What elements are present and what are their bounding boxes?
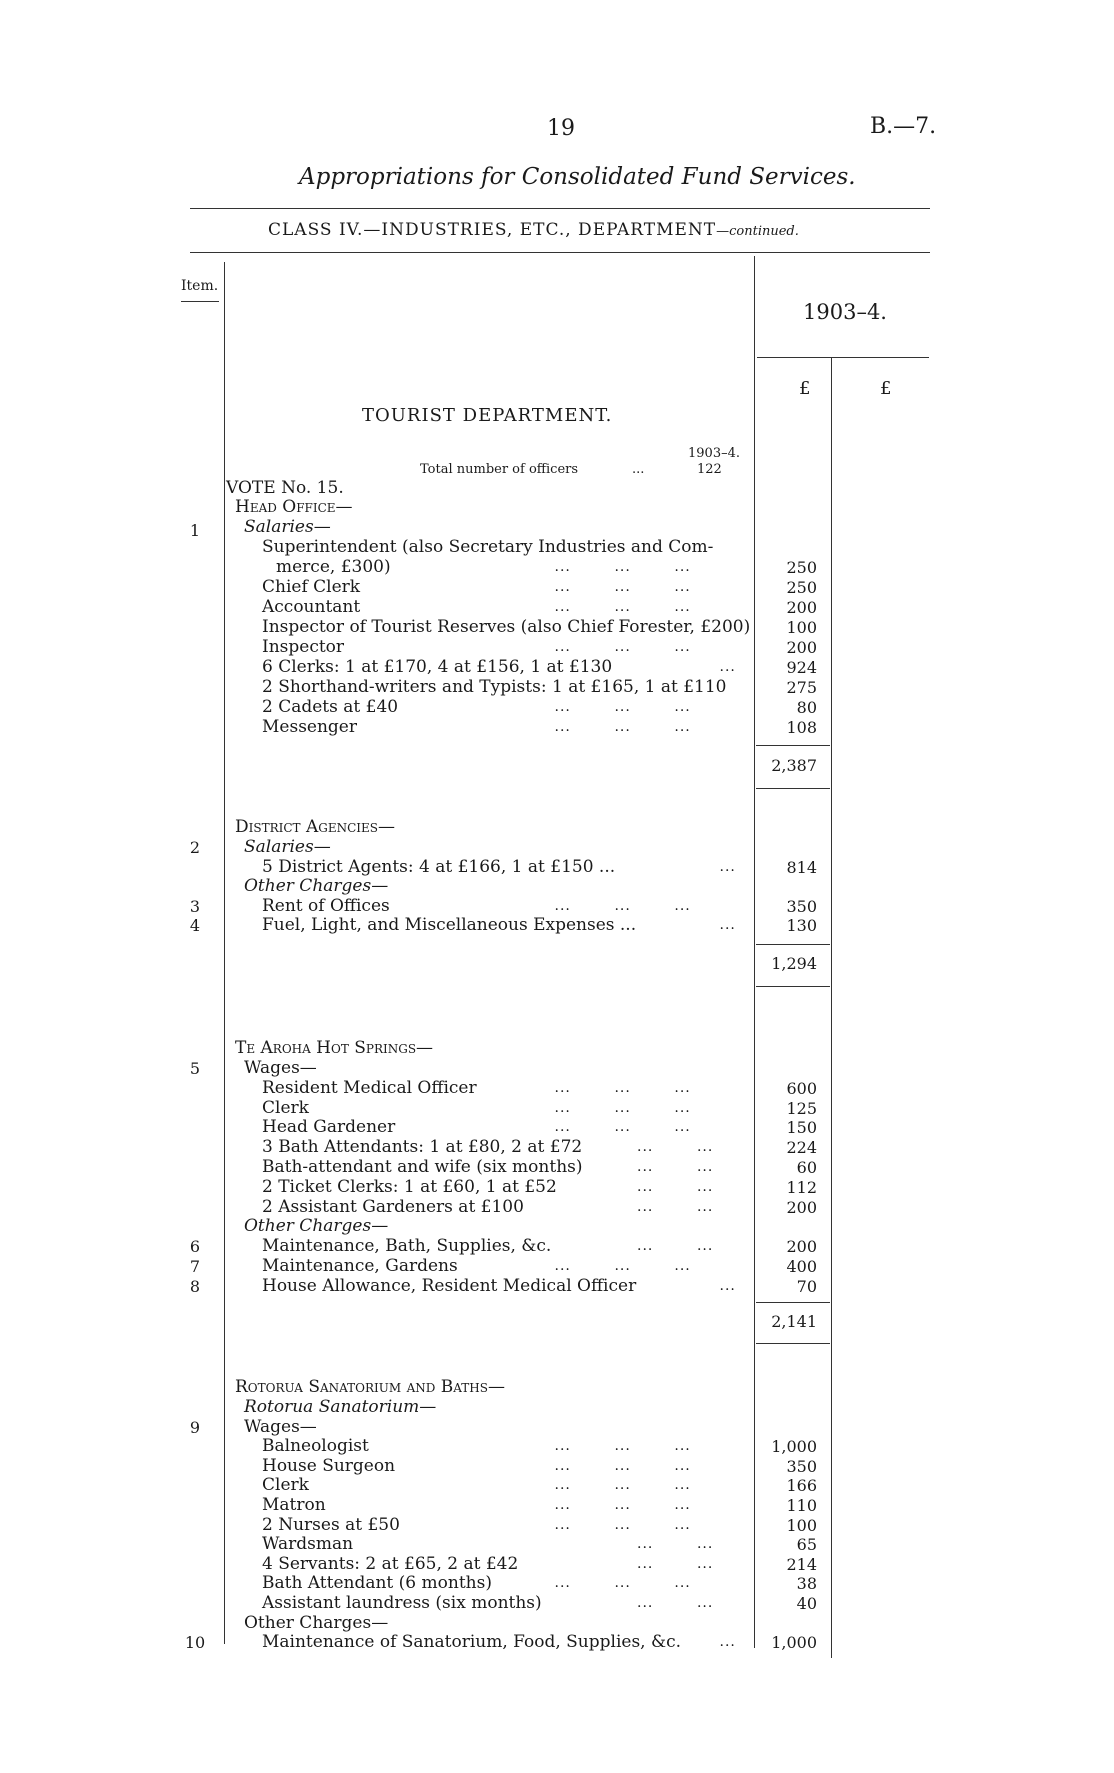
line-label: Inspector of Tourist Reserves (also Chief Forester, £200): [262, 617, 751, 637]
officers-dots: ...: [632, 462, 645, 477]
leader-dots: ... ...: [637, 1178, 714, 1195]
head-office-heading: Head Office—: [235, 497, 353, 517]
leader-dots: ...: [719, 917, 736, 933]
leader-dots: ... ... ...: [554, 579, 691, 595]
line-amount: 100: [786, 1515, 817, 1535]
leader-dots: ... ... ...: [554, 699, 691, 715]
vote-number: VOTE No. 15.: [226, 478, 344, 498]
leader-dots: ... ...: [637, 1139, 714, 1156]
leader-dots: ... ... ...: [554, 1438, 691, 1455]
line-amount: 814: [786, 857, 817, 877]
line-amount: 150: [786, 1118, 817, 1138]
head-office-total: 2,387: [771, 756, 817, 775]
title-rule: [190, 208, 930, 209]
line-label: Fuel, Light, and Miscellaneous Expenses ...: [262, 915, 637, 935]
leader-dots: ... ... ...: [554, 1258, 691, 1274]
leader-dots: ... ... ...: [554, 559, 691, 575]
leader-dots: ... ...: [637, 1238, 714, 1255]
line-amount: 600: [786, 1078, 817, 1098]
line-label: 5 District Agents: 4 at £166, 1 at £150 ...: [262, 856, 616, 877]
line-label: Superintendent (also Secretary Industries and Com-: [262, 537, 714, 557]
leader-dots: ... ... ...: [554, 1575, 691, 1592]
line-amount: 130: [786, 916, 817, 935]
line-label: merce, £300): [276, 557, 391, 577]
line-amount: 350: [786, 896, 817, 916]
line-label: 2 Cadets at £40: [262, 697, 399, 717]
line-amount: 224: [786, 1138, 817, 1158]
te-aroha-heading: Te Aroha Hot Springs—: [235, 1038, 434, 1058]
line-label: 3 Bath Attendants: 1 at £80, 2 at £72: [262, 1137, 583, 1158]
rotorua-heading: Rotorua Sanatorium and Baths—: [235, 1377, 505, 1397]
line-label: Clerk: [262, 1475, 309, 1496]
page-title: Appropriations for Consolidated Fund Services.: [299, 164, 856, 190]
leader-dots: ... ... ...: [554, 719, 691, 735]
class-rule: [190, 252, 930, 253]
line-amount: 1,000: [771, 1437, 817, 1457]
item-number: 10: [184, 1633, 206, 1653]
line-label: Rotorua Sanatorium—: [244, 1397, 437, 1417]
line-label: Rent of Offices: [262, 895, 390, 916]
line-amount: 924: [786, 658, 817, 677]
leader-dots: ... ...: [637, 1536, 714, 1553]
item-number: 3: [189, 896, 201, 916]
subtotal-rule: [756, 986, 830, 987]
district-agencies-total: 1,294: [771, 954, 817, 973]
class-heading-suffix: —continued.: [716, 224, 799, 239]
line-amount: 400: [786, 1257, 817, 1276]
item-number: 2: [189, 838, 201, 857]
line-amount: 40: [796, 1594, 817, 1613]
item-column-label: Item.: [181, 278, 219, 294]
line-label: Balneologist: [262, 1436, 369, 1457]
leader-dots: ... ... ...: [554, 1119, 691, 1136]
class-heading-text: CLASS IV.—INDUSTRIES, ETC., DEPARTMENT: [268, 220, 717, 240]
item-label-rule: [181, 301, 219, 302]
line-label: Wages—: [244, 1058, 317, 1078]
leader-dots: ... ... ...: [554, 599, 691, 615]
line-amount: 200: [786, 598, 817, 617]
item-number: 9: [189, 1417, 201, 1437]
leader-dots: ...: [719, 858, 736, 875]
line-amount: 1,000: [771, 1633, 817, 1653]
line-label: House Surgeon: [262, 1455, 396, 1476]
line-label: Resident Medical Officer: [262, 1077, 477, 1098]
line-label: Other Charges—: [244, 876, 389, 896]
district-agencies-heading: District Agencies—: [235, 817, 395, 837]
year-rule: [757, 357, 929, 358]
line-amount: 250: [786, 578, 817, 597]
line-label: Maintenance, Gardens: [262, 1256, 458, 1276]
line-amount: 108: [786, 718, 817, 737]
line-label: 2 Shorthand-writers and Typists: 1 at £165, 1 at £110: [262, 677, 727, 697]
item-column-divider: [224, 262, 225, 1644]
line-amount: 250: [786, 558, 817, 577]
officers-count: 122: [697, 462, 722, 477]
line-label: Wages—: [244, 1416, 317, 1437]
line-label: Bath Attendant (6 months): [262, 1573, 492, 1594]
leader-dots: ... ... ...: [554, 639, 691, 655]
line-amount: 214: [786, 1554, 817, 1574]
pound-heading-2: £: [880, 378, 892, 399]
line-label: 2 Nurses at £50: [262, 1514, 400, 1535]
officers-label: Total number of officers: [420, 462, 579, 477]
leader-dots: ... ...: [637, 1159, 714, 1175]
leader-dots: ... ...: [637, 1595, 714, 1611]
line-amount: 200: [786, 1197, 817, 1217]
line-label: Head Gardener: [262, 1117, 396, 1138]
department-title: TOURIST DEPARTMENT.: [362, 405, 613, 426]
line-label: Messenger: [262, 717, 357, 737]
line-amount: 200: [786, 638, 817, 657]
line-amount: 100: [786, 618, 817, 637]
item-number: 7: [189, 1257, 201, 1276]
leader-dots: ... ... ...: [554, 1516, 691, 1533]
leader-dots: ... ...: [637, 1555, 714, 1572]
subtotal-rule: [756, 788, 830, 789]
line-label: 2 Ticket Clerks: 1 at £60, 1 at £52: [262, 1176, 557, 1197]
line-label: Matron: [262, 1495, 326, 1515]
page-number: 19: [547, 116, 575, 141]
line-label: Clerk: [262, 1097, 309, 1118]
year-heading: 1903–4.: [803, 300, 887, 324]
officers-year: 1903–4.: [688, 446, 740, 461]
leader-dots: ... ... ...: [554, 1457, 691, 1474]
item-number: 8: [189, 1276, 201, 1296]
leader-dots: ...: [719, 659, 736, 675]
subtotal-rule: [756, 745, 830, 746]
leader-dots: ... ... ...: [554, 1497, 691, 1513]
line-label: Salaries—: [244, 837, 331, 857]
line-amount: 38: [796, 1574, 817, 1594]
line-label: 6 Clerks: 1 at £170, 4 at £156, 1 at £130: [262, 657, 613, 677]
leader-dots: ...: [719, 1634, 736, 1651]
line-label: House Allowance, Resident Medical Officer: [262, 1275, 637, 1296]
line-label: Inspector: [262, 637, 345, 657]
leader-dots: ...: [719, 1277, 736, 1294]
te-aroha-total: 2,141: [771, 1312, 817, 1331]
pound-column-divider: [831, 358, 832, 1658]
leader-dots: ... ... ...: [554, 897, 691, 914]
item-number: 6: [189, 1237, 201, 1257]
line-label: 4 Servants: 2 at £65, 2 at £42: [262, 1553, 519, 1574]
line-label: Assistant laundress (six months): [262, 1593, 542, 1613]
line-amount: 60: [796, 1158, 817, 1177]
line-label: Other Charges—: [244, 1216, 389, 1237]
line-amount: 65: [796, 1535, 817, 1555]
line-label: 2 Assistant Gardeners at £100: [262, 1196, 524, 1217]
line-label: Chief Clerk: [262, 577, 361, 597]
document-reference: B.—7.: [870, 114, 937, 139]
line-amount: 80: [796, 698, 817, 717]
line-amount: 166: [786, 1476, 817, 1496]
line-amount: 275: [786, 678, 817, 697]
line-label: Wardsman: [262, 1534, 354, 1555]
line-amount: 350: [786, 1456, 817, 1476]
pound-heading-1: £: [799, 378, 811, 399]
line-amount: 200: [786, 1237, 817, 1257]
line-amount: 70: [796, 1276, 817, 1296]
line-label: Maintenance, Bath, Supplies, &c.: [262, 1236, 552, 1257]
leader-dots: ... ...: [637, 1198, 714, 1215]
line-amount: 112: [786, 1177, 817, 1197]
leader-dots: ... ... ...: [554, 1099, 691, 1116]
line-amount: 110: [786, 1496, 817, 1515]
leader-dots: ... ... ...: [554, 1079, 691, 1096]
item-number: 1: [189, 521, 201, 540]
line-amount: 125: [786, 1098, 817, 1118]
line-label: Accountant: [262, 597, 361, 617]
line-label: Bath-attendant and wife (six months): [262, 1157, 583, 1177]
subtotal-rule: [756, 1302, 830, 1303]
item-number: 4: [189, 916, 201, 935]
line-label: Other Charges—: [244, 1612, 389, 1633]
line-label: Maintenance of Sanatorium, Food, Supplies, &c.: [262, 1632, 682, 1653]
item-number: 5: [189, 1059, 201, 1078]
head-office-salaries: Salaries—: [244, 517, 331, 537]
subtotal-rule: [756, 1343, 830, 1344]
leader-dots: ... ... ...: [554, 1477, 691, 1494]
subtotal-rule: [756, 944, 830, 945]
class-heading: [268, 220, 799, 240]
